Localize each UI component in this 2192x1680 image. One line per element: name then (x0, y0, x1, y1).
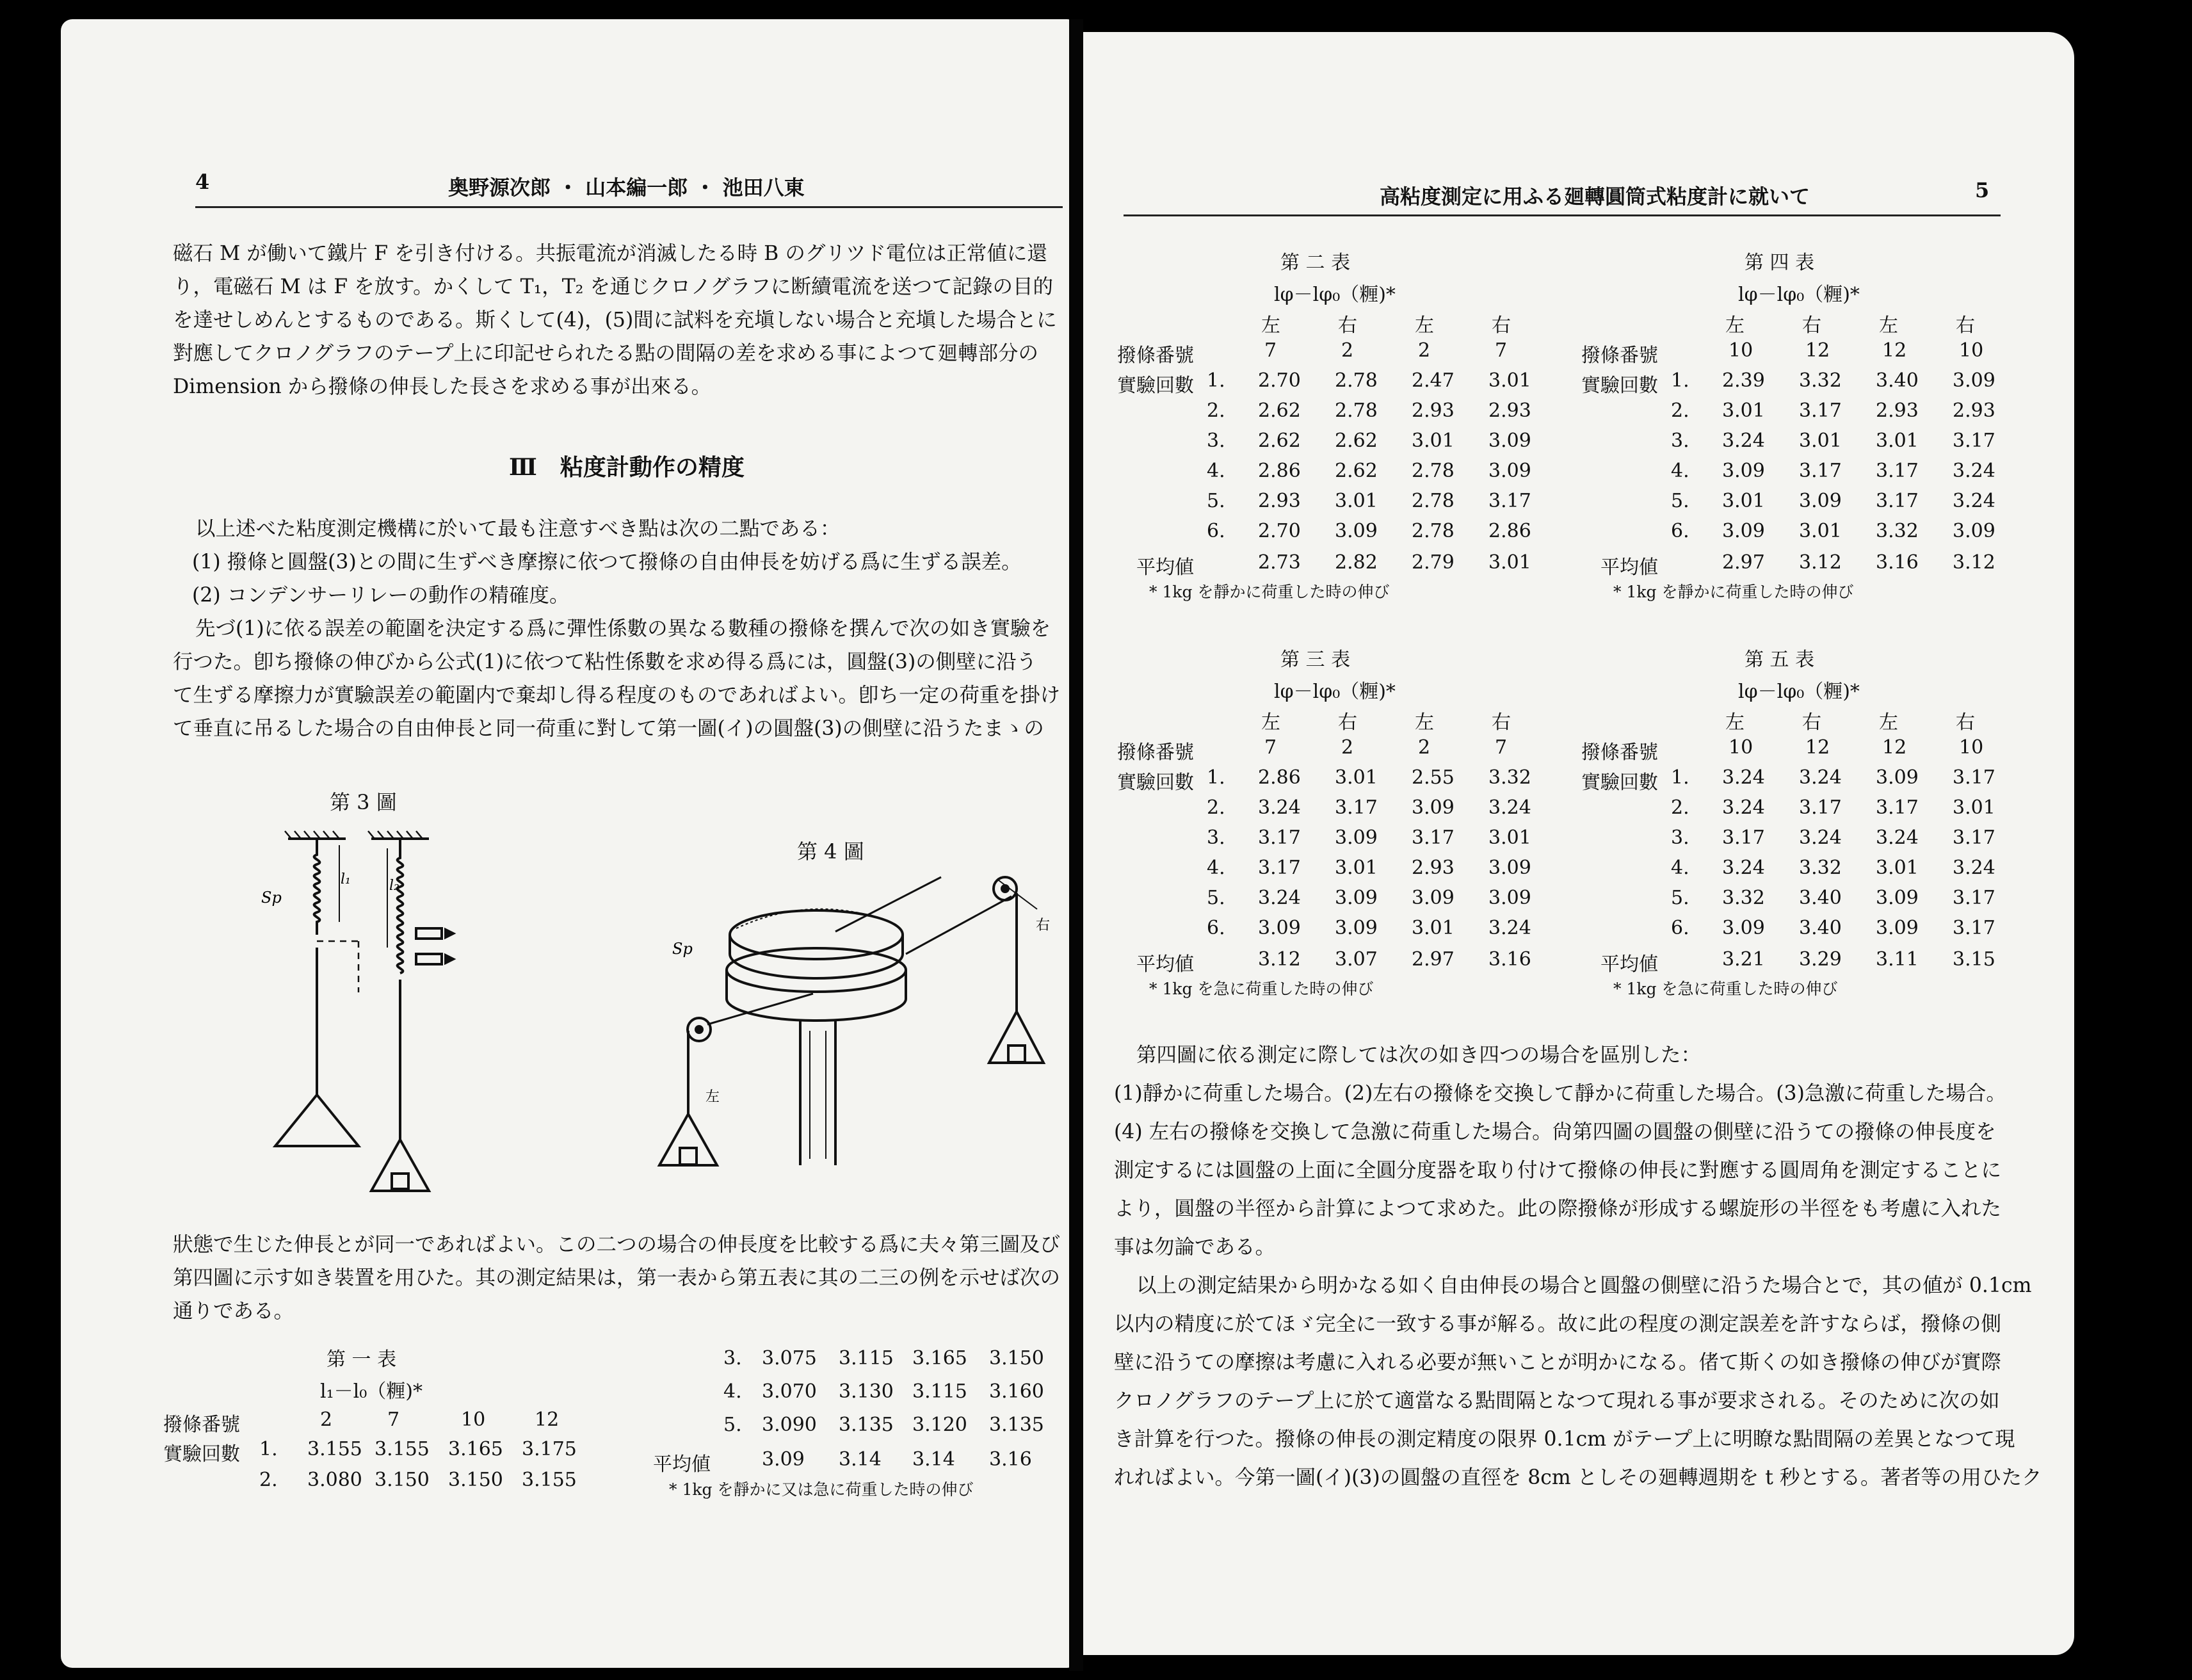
table-cell: 3.24 (1953, 490, 1995, 512)
table-cell: 3.17 (1258, 857, 1301, 879)
table-row-number: 6. (1671, 917, 1689, 939)
table-row-number: 4. (1671, 460, 1689, 482)
paragraph-line: 磁石 M が働いて鐵片 F を引き付ける。共振電流が消滅したる時 B のグリツド電位は正常値に還 (173, 242, 1047, 265)
table-row-number: 3. (1671, 430, 1689, 452)
table-cell: 2.86 (1258, 460, 1301, 482)
table1-subtitle: l₁－l₀（糎)* (320, 1380, 423, 1403)
table1-cell: 3.160 (989, 1380, 1044, 1403)
table-cell: 3.09 (1412, 796, 1455, 819)
table-cell: 3.24 (1488, 917, 1531, 939)
table-spring-number: 10 (1729, 339, 1753, 362)
table-side-label: 右 (1956, 314, 1975, 337)
table-cell: 2.86 (1488, 520, 1531, 542)
table-row-number: 3. (1671, 827, 1689, 849)
table-cell: 2.93 (1876, 400, 1919, 422)
table-title: 第 四 表 (1745, 252, 1815, 274)
table-cell: 3.17 (1953, 766, 1995, 789)
paragraph-line: れればよい。今第一圖(イ)(3)の圓盤の直徑を 8cm としその廻轉週期を t 秒とする。著者等の用ひたク (1114, 1466, 2042, 1489)
table-cell: 3.24 (1722, 766, 1765, 789)
table1-title: 第 一 表 (326, 1348, 397, 1371)
table-spring-number: 7 (1264, 339, 1277, 362)
section-title: Ⅲ 粘度計動作の精度 (509, 454, 745, 481)
table1-spring-number: 10 (461, 1409, 486, 1431)
table-cell: 3.17 (1258, 827, 1301, 849)
table-spring-number: 10 (1959, 736, 1984, 759)
table-row-number: 1. (1671, 766, 1689, 789)
table-cell: 2.70 (1258, 520, 1301, 542)
table-cell: 3.17 (1953, 887, 1995, 909)
table-side-label: 右 (1802, 711, 1821, 734)
table-row-number: 6. (1671, 520, 1689, 542)
table-row-number: 4. (1671, 857, 1689, 879)
table-cell: 3.24 (1258, 887, 1301, 909)
table-cell: 3.01 (1335, 490, 1378, 512)
table1-cell: 3.135 (839, 1414, 894, 1436)
table-cell: 3.17 (1799, 400, 1842, 422)
table-avg-cell: 3.01 (1488, 551, 1531, 574)
table-cell: 3.09 (1953, 369, 1995, 392)
table-title: 第 五 表 (1745, 649, 1815, 671)
table-cell: 3.01 (1722, 400, 1765, 422)
paragraph-line: 以内の精度に於てほゞ完全に一致する事が解る。故に此の程度の測定誤差を許すならば，撥條の側 (1114, 1312, 2002, 1336)
table-spring-number: 12 (1805, 339, 1830, 362)
table1-row-number: 3. (723, 1347, 742, 1369)
table-row-number: 2. (1207, 796, 1225, 819)
table1-cell: 3.150 (989, 1347, 1044, 1369)
table-subtitle: lφ－lφ₀（糎)* (1274, 681, 1396, 703)
table-cell: 2.62 (1258, 430, 1301, 452)
table-cell: 2.78 (1335, 400, 1378, 422)
table-avg-cell: 3.21 (1722, 948, 1765, 971)
table-row-number: 5. (1207, 490, 1225, 512)
table1-spring-label: 撥條番號 (163, 1414, 240, 1436)
table-row-number: 1. (1207, 766, 1225, 789)
table1-spring-number: 12 (535, 1409, 560, 1431)
paragraph-line: 通りである。 (173, 1300, 294, 1323)
table1-avg-cell: 3.14 (912, 1448, 955, 1471)
table-cell: 3.09 (1335, 887, 1378, 909)
paragraph-line: 第四圖に示す如き裝置を用ひた。其の測定結果は，第一表から第五表に其の二三の例を示せば次の (173, 1266, 1061, 1289)
table-cell: 3.09 (1488, 857, 1531, 879)
table-cell: 3.24 (1799, 827, 1842, 849)
table-cell: 3.24 (1722, 796, 1765, 819)
table-cell: 2.78 (1335, 369, 1378, 392)
table-spring-label: 撥條番號 (1581, 741, 1658, 764)
table-row-number: 3. (1207, 827, 1225, 849)
table-cell: 3.17 (1799, 796, 1842, 819)
table-cell: 3.09 (1876, 917, 1919, 939)
table1-row-number: 1. (259, 1438, 278, 1460)
table-spring-number: 2 (1418, 736, 1431, 759)
table1-row-number: 2. (259, 1469, 278, 1491)
table-spring-label: 撥條番號 (1117, 741, 1194, 764)
table-cell: 3.24 (1488, 796, 1531, 819)
table-row-number: 2. (1671, 400, 1689, 422)
table-cell: 3.17 (1799, 460, 1842, 482)
table-row-number: 5. (1671, 887, 1689, 909)
table-cell: 3.01 (1876, 857, 1919, 879)
paragraph-line: り，電磁石 M は F を放す。かくして T₁，T₂ を通じクロノグラフに断續電流を送つて記錄の目的 (173, 275, 1054, 298)
table-cell: 2.78 (1412, 490, 1455, 512)
table-cell: 3.09 (1799, 490, 1842, 512)
paragraph-line: 壁に沿うての摩擦は考慮に入れる必要が無いことが明かになる。偖て斯くの如き撥條の伸びが實際 (1114, 1351, 2002, 1374)
table-spring-number: 2 (1341, 339, 1354, 362)
fig4-label-sp: Sp (672, 940, 693, 958)
paragraph-line: 行つた。卽ち撥條の伸びから公式(1)に依つて粘性係數を求め得る爲には，圓盤(3)の側壁に沿う (173, 650, 1037, 674)
table-cell: 3.17 (1953, 430, 1995, 452)
table-side-label: 右 (1956, 711, 1975, 734)
table-subtitle: lφ－lφ₀（糎)* (1274, 284, 1396, 306)
table-cell: 3.24 (1258, 796, 1301, 819)
table-cell: 3.24 (1799, 766, 1842, 789)
table-cell: 2.86 (1258, 766, 1301, 789)
table-cell: 3.01 (1335, 857, 1378, 879)
table-cell: 3.17 (1876, 796, 1919, 819)
table-trial-label: 實驗回數 (1117, 375, 1194, 397)
table-footnote: * 1kg を靜かに荷重した時の伸び (1149, 583, 1390, 601)
paragraph-line: を達せしめんとするものである。斯くして(4)，(5)間に試料を充塡しない場合と充塡した場合とに (173, 309, 1057, 332)
table-cell: 3.01 (1488, 369, 1531, 392)
table-spring-number: 12 (1882, 339, 1907, 362)
table-cell: 3.40 (1876, 369, 1919, 392)
table-cell: 3.40 (1799, 887, 1842, 909)
table-side-label: 右 (1492, 711, 1511, 734)
table1-cell: 3.155 (307, 1438, 362, 1460)
table-avg-cell: 2.79 (1412, 551, 1455, 574)
table1-row-number: 4. (723, 1380, 742, 1403)
table-side-label: 左 (1725, 314, 1745, 337)
fig3-label-l2: l₂ (389, 878, 399, 894)
table-avg-label: 平均値 (1136, 556, 1194, 579)
table-avg-cell: 3.15 (1953, 948, 1995, 971)
table-cell: 3.01 (1876, 430, 1919, 452)
table-cell: 3.01 (1412, 917, 1455, 939)
table1-cell: 3.155 (522, 1469, 577, 1491)
table-row-number: 1. (1207, 369, 1225, 392)
table-row-number: 1. (1671, 369, 1689, 392)
table-spring-number: 12 (1805, 736, 1830, 759)
table-row-number: 5. (1207, 887, 1225, 909)
paragraph-line: 狀態で生じた伸長とが同一であればよい。この二つの場合の伸長度を比較する爲に夫々第三圖及び (173, 1233, 1061, 1256)
table-cell: 3.32 (1488, 766, 1531, 789)
table-row-number: 4. (1207, 460, 1225, 482)
table-cell: 2.93 (1412, 857, 1455, 879)
paragraph-line: て垂直に吊るした場合の自由伸長と同一荷重に對して第一圖(イ)の圓盤(3)の側壁に沿うたまゝの (173, 717, 1044, 740)
table1-cell: 3.090 (762, 1414, 817, 1436)
table-cell: 3.09 (1876, 766, 1919, 789)
table-cell: 3.17 (1876, 460, 1919, 482)
table-avg-label: 平均値 (1600, 556, 1658, 579)
table-cell: 3.09 (1722, 460, 1765, 482)
table-title: 第 三 表 (1280, 649, 1351, 671)
table1-trial-label: 實驗回數 (163, 1443, 240, 1466)
table-cell: 2.78 (1412, 520, 1455, 542)
table-cell: 3.32 (1799, 369, 1842, 392)
table-spring-number: 7 (1495, 339, 1508, 362)
paragraph-line: て生ずる摩擦力が實驗誤差の範圍内で棄却し得る程度のものであればよい。卽ち一定の荷重を掛け (173, 684, 1061, 707)
table-row-number: 2. (1207, 400, 1225, 422)
table-cell: 2.93 (1488, 400, 1531, 422)
table-title: 第 二 表 (1280, 252, 1351, 274)
table-cell: 3.09 (1258, 917, 1301, 939)
table-side-label: 左 (1879, 314, 1898, 337)
table1-footnote: * 1kg を靜かに又は急に荷重した時の伸び (669, 1480, 974, 1499)
table-side-label: 左 (1725, 711, 1745, 734)
table1-cell: 3.075 (762, 1347, 817, 1369)
table-side-label: 右 (1802, 314, 1821, 337)
table1-avg-cell: 3.16 (989, 1448, 1032, 1471)
table-avg-cell: 2.97 (1412, 948, 1455, 971)
table-spring-number: 2 (1418, 339, 1431, 362)
table1-cell: 3.115 (912, 1380, 967, 1403)
table-cell: 3.09 (1722, 917, 1765, 939)
paragraph-line: 第四圖に依る測定に際しては次の如き四つの場合を區別した： (1136, 1044, 1702, 1067)
table-spring-number: 7 (1264, 736, 1277, 759)
fig4-caption: 第 4 圖 (797, 839, 864, 864)
paragraph-line: 以上述べた粘度測定機構に於いて最も注意すべき點は次の二點である： (195, 517, 841, 540)
paragraph-line: (1)靜かに荷重した場合。(2)左右の撥條を交換して靜かに荷重した場合。(3)急激に荷重した場合。 (1114, 1082, 2006, 1105)
table-cell: 3.09 (1876, 887, 1919, 909)
table-cell: 2.70 (1258, 369, 1301, 392)
table-row-number: 5. (1671, 490, 1689, 512)
table-avg-label: 平均値 (1136, 953, 1194, 976)
table1-cell: 3.135 (989, 1414, 1044, 1436)
page-number-right: 5 (1975, 178, 1990, 202)
table-avg-cell: 3.12 (1799, 551, 1842, 574)
paragraph-line: より，圓盤の半徑から計算によつて求めた。此の際撥條が形成する螺旋形の半徑をも考慮に入れた (1114, 1197, 2002, 1220)
table-avg-cell: 3.11 (1876, 948, 1919, 971)
table-trial-label: 實驗回數 (1581, 771, 1658, 794)
table1-cell: 3.155 (375, 1438, 430, 1460)
book-gutter (1069, 19, 1083, 1671)
table-trial-label: 實驗回數 (1581, 375, 1658, 397)
paragraph-line: 事は勿論である。 (1114, 1236, 1276, 1259)
table-side-label: 左 (1415, 314, 1434, 337)
table-cell: 3.01 (1722, 490, 1765, 512)
table-avg-cell: 2.97 (1722, 551, 1765, 574)
paragraph-line: 對應してクロノグラフのテープ上に印記せられたる點の間隔の差を求める事によつて廻轉部分の (173, 342, 1038, 365)
table-avg-cell: 3.16 (1876, 551, 1919, 574)
table-cell: 3.09 (1412, 887, 1455, 909)
table-footnote: * 1kg を靜かに荷重した時の伸び (1613, 583, 1854, 601)
table-cell: 3.17 (1722, 827, 1765, 849)
table-side-label: 右 (1338, 314, 1357, 337)
table-avg-cell: 2.73 (1258, 551, 1301, 574)
page-number-left: 4 (195, 170, 210, 194)
table-footnote: * 1kg を急に荷重した時の伸び (1613, 980, 1838, 998)
table-side-label: 左 (1415, 711, 1434, 734)
table-cell: 3.24 (1722, 857, 1765, 879)
table-cell: 2.93 (1258, 490, 1301, 512)
table-cell: 2.47 (1412, 369, 1455, 392)
table-avg-cell: 2.82 (1335, 551, 1378, 574)
paragraph-line: (1) 撥條と圓盤(3)との間に生ずべき摩擦に依つて撥條の自由伸長を妨げる爲に生ずる誤差。 (192, 551, 1022, 574)
running-head-title: 高粘度測定に用ふる廻轉圓筒式粘度計に就いて (1380, 184, 1810, 209)
table-cell: 3.24 (1953, 857, 1995, 879)
table-subtitle: lφ－lφ₀（糎)* (1738, 681, 1860, 703)
table-cell: 3.24 (1722, 430, 1765, 452)
table-cell: 2.55 (1412, 766, 1455, 789)
table-avg-cell: 3.12 (1258, 948, 1301, 971)
table-cell: 2.39 (1722, 369, 1765, 392)
table1-cell: 3.165 (912, 1347, 967, 1369)
table-cell: 3.17 (1876, 490, 1919, 512)
table-cell: 3.09 (1335, 827, 1378, 849)
table1-cell: 3.175 (522, 1438, 577, 1460)
paragraph-line: (2) コンデンサーリレーの動作の精確度。 (192, 584, 570, 607)
table-cell: 3.32 (1722, 887, 1765, 909)
header-rule-right (1124, 214, 2001, 216)
header-rule-left (195, 206, 1063, 208)
paragraph-line: (4) 左右の撥條を交換して急激に荷重した場合。尙第四圖の圓盤の側壁に沿うての撥條の伸長度を (1114, 1120, 1996, 1143)
table1-cell: 3.130 (839, 1380, 894, 1403)
table-cell: 3.01 (1953, 796, 1995, 819)
table-cell: 3.09 (1953, 520, 1995, 542)
table-spring-number: 2 (1341, 736, 1354, 759)
paragraph-line: 以上の測定結果から明かなる如く自由伸長の場合と圓盤の側壁に沿うた場合とで，其の値が 0.1cm (1136, 1274, 2032, 1297)
table1-spring-number: 2 (320, 1409, 333, 1431)
table-cell: 3.09 (1335, 917, 1378, 939)
table-cell: 2.62 (1335, 430, 1378, 452)
table1-avg-cell: 3.09 (762, 1448, 805, 1471)
table-side-label: 右 (1338, 711, 1357, 734)
table-cell: 3.09 (1335, 520, 1378, 542)
figure-4-diagram (653, 858, 1088, 1191)
table-spring-number: 10 (1959, 339, 1984, 362)
table-spring-label: 撥條番號 (1581, 344, 1658, 367)
table-side-label: 右 (1492, 314, 1511, 337)
table-side-label: 左 (1261, 314, 1280, 337)
running-head-authors: 奥野源次郎 ・ 山本編一郎 ・ 池田八東 (448, 175, 805, 200)
figure-3-diagram (243, 820, 512, 1216)
table1-cell: 3.120 (912, 1414, 967, 1436)
table-row-number: 3. (1207, 430, 1225, 452)
table-spring-label: 撥條番號 (1117, 344, 1194, 367)
table-cell: 3.17 (1953, 917, 1995, 939)
table-side-label: 左 (1261, 711, 1280, 734)
table-cell: 3.24 (1876, 827, 1919, 849)
fig3-caption: 第 3 圖 (330, 790, 397, 814)
table-cell: 3.17 (1953, 827, 1995, 849)
table-cell: 3.09 (1722, 520, 1765, 542)
table-spring-number: 12 (1882, 736, 1907, 759)
table-subtitle: lφ－lφ₀（糎)* (1738, 284, 1860, 306)
table-cell: 3.32 (1799, 857, 1842, 879)
table-trial-label: 實驗回數 (1117, 771, 1194, 794)
table-avg-cell: 3.07 (1335, 948, 1378, 971)
table-cell: 3.40 (1799, 917, 1842, 939)
table-avg-cell: 3.16 (1488, 948, 1531, 971)
table-cell: 2.62 (1258, 400, 1301, 422)
fig3-label-l1: l₁ (341, 871, 351, 887)
table-cell: 2.78 (1412, 460, 1455, 482)
table-avg-cell: 3.29 (1799, 948, 1842, 971)
table-cell: 3.17 (1412, 827, 1455, 849)
table-cell: 3.01 (1412, 430, 1455, 452)
fig4-label-right: 右 (1036, 917, 1051, 933)
table-cell: 3.17 (1335, 796, 1378, 819)
table-cell: 3.24 (1953, 460, 1995, 482)
table-cell: 3.01 (1335, 766, 1378, 789)
table-spring-number: 10 (1729, 736, 1753, 759)
table1-row-number: 5. (723, 1414, 742, 1436)
table-row-number: 4. (1207, 857, 1225, 879)
table-cell: 3.01 (1799, 520, 1842, 542)
table1-cell: 3.165 (448, 1438, 503, 1460)
table-cell: 2.93 (1412, 400, 1455, 422)
paragraph-line: Dimension から撥條の伸長した長さを求める事が出來る。 (173, 375, 712, 398)
table1-avg-cell: 3.14 (839, 1448, 882, 1471)
table1-cell: 3.150 (375, 1469, 430, 1491)
table1-avg-label: 平均値 (653, 1453, 711, 1476)
paragraph-line: 測定するには圓盤の上面に全圓分度器を取り付けて撥條の伸長に對應する圓周角を測定することに (1114, 1159, 2002, 1182)
table-row-number: 2. (1671, 796, 1689, 819)
table1-cell: 3.070 (762, 1380, 817, 1403)
table-side-label: 左 (1879, 711, 1898, 734)
table-cell: 2.62 (1335, 460, 1378, 482)
table-cell: 3.09 (1488, 887, 1531, 909)
table-cell: 3.01 (1488, 827, 1531, 849)
table-cell: 2.93 (1953, 400, 1995, 422)
table-footnote: * 1kg を急に荷重した時の伸び (1149, 980, 1374, 998)
table-avg-cell: 3.12 (1953, 551, 1995, 574)
table-cell: 3.09 (1488, 430, 1531, 452)
fig4-label-left: 左 (705, 1089, 720, 1105)
table-cell: 3.32 (1876, 520, 1919, 542)
table-row-number: 6. (1207, 520, 1225, 542)
table-cell: 3.01 (1799, 430, 1842, 452)
table1-cell: 3.150 (448, 1469, 503, 1491)
paragraph-line: 先づ(1)に依る誤差の範圍を決定する爲に彈性係數の異なる數種の撥條を撰んで次の如き實驗を (195, 617, 1051, 640)
table1-spring-number: 7 (387, 1409, 400, 1431)
paragraph-line: き計算を行つた。撥條の伸長の測定精度の限界 0.1cm がテープ上に明瞭な點間隔の差異となつて現 (1114, 1428, 2015, 1451)
table-avg-label: 平均値 (1600, 953, 1658, 976)
fig3-label-sp: Sp (261, 889, 282, 907)
table1-cell: 3.115 (839, 1347, 894, 1369)
table1-cell: 3.080 (307, 1469, 362, 1491)
table-spring-number: 7 (1495, 736, 1508, 759)
table-row-number: 6. (1207, 917, 1225, 939)
table-cell: 3.09 (1488, 460, 1531, 482)
paragraph-line: クロノグラフのテープ上に於て適當なる點間隔となつて現れる事が要求される。そのために次の如 (1114, 1389, 2000, 1412)
table-cell: 3.17 (1488, 490, 1531, 512)
